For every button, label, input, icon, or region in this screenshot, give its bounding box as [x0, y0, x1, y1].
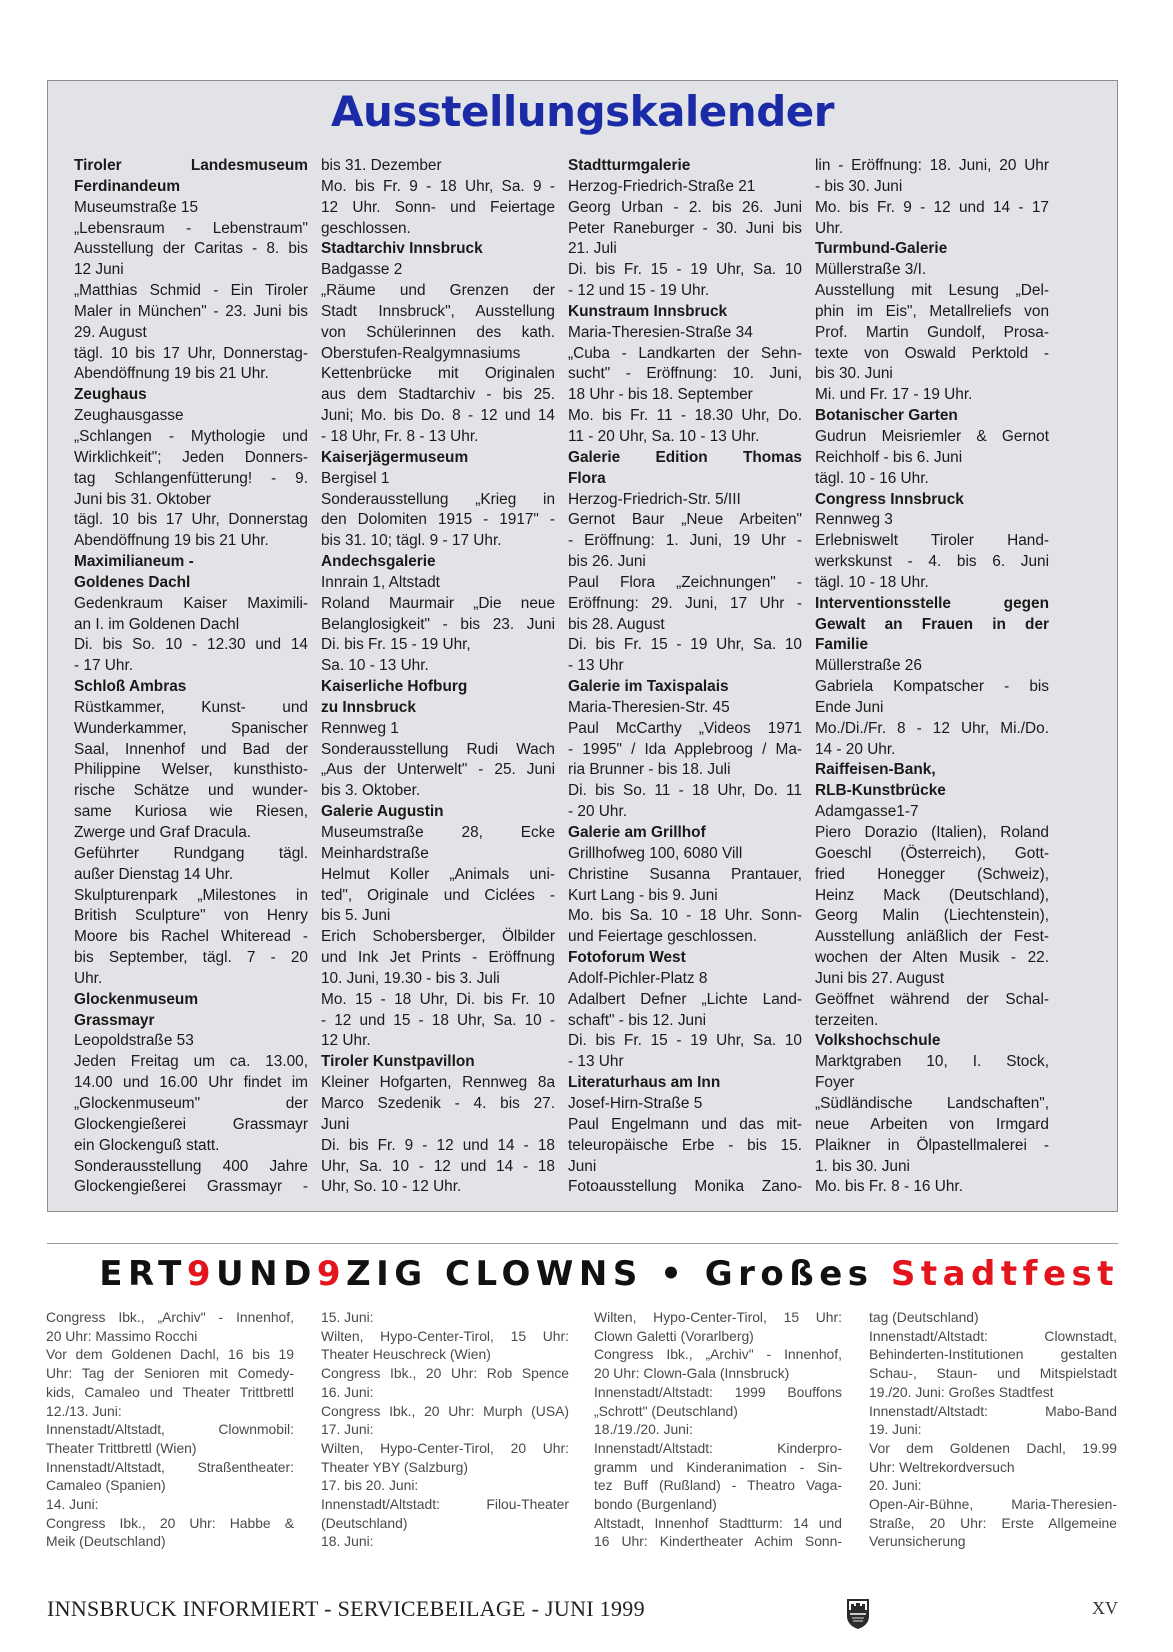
- exhibition-text-line: „Südländische Landschaften",: [815, 1094, 1049, 1112]
- banner-red-nine-1: 9: [186, 1254, 217, 1294]
- program-text-line: Uhr: Weltrekordversuch: [869, 1458, 1015, 1475]
- program-text-line: 20. Juni:: [869, 1477, 922, 1494]
- exhibition-text-line: „Lebensraum - Lebenstraum": [74, 219, 308, 237]
- exhibition-text-line: Juni: [321, 1115, 350, 1133]
- program-text-line: 15. Juni:: [321, 1309, 374, 1325]
- exhibition-text-line: 11 - 20 Uhr, Sa. 10 - 13 Uhr.: [568, 427, 760, 445]
- exhibition-text-line: Innrain 1, Altstadt: [321, 573, 440, 591]
- exhibition-text-line: außer Dienstag 14 Uhr.: [74, 865, 234, 883]
- exhibition-text-line: Peter Raneburger - 30. Juni bis: [568, 219, 802, 237]
- venue-heading: Stadtarchiv Innsbruck: [321, 240, 483, 258]
- exhibition-text-line: 12 Uhr. Sonn- und Feiertage: [321, 198, 555, 216]
- exhibition-text-line: Grillhofweg 100, 6080 Vill: [568, 844, 743, 862]
- venue-heading: Fotoforum West: [568, 949, 686, 967]
- exhibition-text-line: ted", Originale und Ciclées -: [321, 886, 555, 904]
- exhibition-text-line: Abendöffnung 19 bis 21 Uhr.: [74, 532, 269, 550]
- exhibition-text-line: terzeiten.: [815, 1011, 879, 1029]
- banner-part-2: UND: [216, 1254, 317, 1294]
- program-text-line: 17. bis 20. Juni:: [321, 1477, 419, 1494]
- calendar-title: Ausstellungskalender: [331, 87, 834, 136]
- exhibition-text-line: Rennweg 3: [815, 511, 893, 529]
- program-column-2: [321, 1308, 569, 1551]
- exhibition-text-line: schaft" - bis 12. Juni: [568, 1011, 707, 1029]
- program-text-line: Vor dem Goldenen Dachl, 16 bis 19: [46, 1346, 294, 1363]
- program-text-line: Theater Heuschreck (Wien): [321, 1346, 491, 1363]
- venue-heading: Kaiserjägermuseum: [321, 448, 469, 466]
- program-text-line: bondo (Burgenland): [594, 1496, 717, 1513]
- venue-heading: Botanischer Garten: [815, 407, 958, 425]
- banner-text: [99, 1252, 1119, 1296]
- exhibition-text-line: Philippine Welser, kunsthisto-: [74, 761, 308, 779]
- exhibition-text-line: Kurt Lang - bis 9. Juni: [568, 886, 718, 904]
- exhibition-text-line: - 12 und 15 - 19 Uhr.: [568, 282, 710, 300]
- program-text-line: gramm und Kinderanimation - Sin-: [594, 1458, 842, 1475]
- program-text-line: Wilten, Hypo-Center-Tirol, 20 Uhr:: [321, 1439, 569, 1456]
- exhibition-text-line: Ausstellung der Caritas - 8. bis: [74, 240, 308, 258]
- exhibition-text-line: Maria-Theresien-Str. 45: [568, 698, 730, 716]
- banner-bullet: •: [660, 1254, 688, 1294]
- calendar-column-4: [815, 156, 1049, 1198]
- venue-heading: Ferdinandeum: [74, 177, 181, 195]
- exhibition-text-line: Gernot Baur „Neue Arbeiten": [568, 511, 802, 529]
- exhibition-text-line: Uhr.: [74, 969, 103, 987]
- venue-heading: Galerie Augustin: [321, 803, 444, 821]
- exhibition-text-line: 14 - 20 Uhr.: [815, 740, 896, 758]
- exhibition-text-line: Josef-Hirn-Straße 5: [568, 1094, 703, 1112]
- venue-heading: Tiroler Kunstpavillon: [321, 1053, 475, 1071]
- program-text-line: 17. Juni:: [321, 1421, 374, 1438]
- exhibition-text-line: Sonderausstellung „Krieg in: [321, 490, 555, 508]
- exhibition-text-line: Herzog-Friedrich-Str. 5/III: [568, 490, 741, 508]
- program-column-4: [869, 1308, 1117, 1551]
- exhibition-text-line: British Sculpture" von Henry: [74, 907, 308, 925]
- exhibition-text-line: Ende Juni: [815, 698, 884, 716]
- exhibition-text-line: Mi. und Fr. 17 - 19 Uhr.: [815, 386, 973, 404]
- exhibition-text-line: same Kuriosa wie Riesen,: [74, 803, 308, 821]
- exhibition-text-line: fried Honegger (Schweiz),: [815, 865, 1049, 883]
- venue-heading: Glockenmuseum: [74, 990, 199, 1008]
- program-text-line: Congress Ibk., 20 Uhr: Murph (USA): [321, 1402, 569, 1419]
- program-text-line: Congress Ibk., 20 Uhr: Habbe &: [46, 1514, 294, 1531]
- exhibition-text-line: „Glockenmuseum" der: [74, 1094, 308, 1112]
- exhibition-text-line: Wunderkammer, Spanischer: [74, 719, 308, 737]
- program-text-line: 18./19./20. Juni:: [594, 1421, 693, 1438]
- exhibition-text-line: ein Glockenguß statt.: [74, 1136, 220, 1154]
- exhibition-text-line: bis 31. 10; tägl. 9 - 17 Uhr.: [321, 532, 502, 550]
- venue-heading: Galerie Edition Thomas: [568, 448, 802, 466]
- program-text-line: 12./13. Juni:: [46, 1402, 122, 1419]
- venue-heading: Kaiserliche Hofburg: [321, 678, 468, 696]
- exhibition-text-line: und Ink Jet Prints - Eröffnung: [321, 949, 555, 967]
- exhibition-text-line: bis 5. Juni: [321, 907, 391, 925]
- exhibition-text-line: bis 26. Juni: [568, 553, 646, 571]
- exhibition-text-line: Museumstraße 15: [74, 198, 199, 216]
- exhibition-text-line: „Aus der Unterwelt" - 25. Juni: [321, 761, 555, 779]
- exhibition-text-line: Georg Malin (Liechtenstein),: [815, 907, 1049, 925]
- exhibition-text-line: Gedenkraum Kaiser Maximili-: [74, 594, 308, 612]
- exhibition-text-line: bis 3. Oktober.: [321, 782, 421, 800]
- program-text-line: 19. Juni:: [869, 1421, 922, 1438]
- exhibition-text-line: und Feiertage geschlossen.: [568, 928, 758, 946]
- program-text-line: Uhr: Tag der Senioren mit Comedy-: [46, 1365, 294, 1382]
- exhibition-text-line: Juni bis 31. Oktober: [74, 490, 211, 508]
- exhibition-text-line: Glockengießerei Grassmayr: [74, 1115, 308, 1133]
- venue-heading: Galerie am Grillhof: [568, 824, 706, 841]
- exhibition-text-line: ria Brunner - bis 18. Juli: [568, 761, 731, 779]
- venue-heading: Congress Innsbruck: [815, 490, 964, 508]
- program-text-line: Theater YBY (Salzburg): [321, 1458, 468, 1475]
- program-text-line: Congress Ibk., „Archiv" - Innenhof,: [594, 1346, 842, 1363]
- program-text-line: 19./20. Juni: Großes Stadtfest: [869, 1383, 1054, 1400]
- venue-heading: Stadtturmgalerie: [568, 157, 691, 174]
- program-text-line: Innenstadt/Altstadt: Mabo-Band: [869, 1402, 1117, 1419]
- exhibition-text-line: Jeden Freitag um ca. 13.00,: [74, 1053, 308, 1071]
- venue-heading: zu Innsbruck: [321, 698, 416, 716]
- venue-heading: Andechsgalerie: [321, 553, 436, 571]
- exhibition-text-line: „Cuba - Landkarten der Sehn-: [568, 344, 802, 362]
- section-divider: [47, 1243, 1118, 1244]
- exhibition-text-line: Georg Urban - 2. bis 26. Juni: [568, 198, 802, 216]
- exhibition-text-line: Prof. Martin Gundolf, Prosa-: [815, 323, 1049, 341]
- exhibition-text-line: Maler in München" - 23. Juni bis: [74, 302, 308, 320]
- exhibition-text-line: Di. bis Fr. 15 - 19 Uhr, Sa. 10: [568, 1032, 802, 1050]
- exhibition-text-line: Zwerge und Graf Dracula.: [74, 824, 252, 841]
- exhibition-text-line: Abendöffnung 19 bis 21 Uhr.: [74, 365, 269, 383]
- program-text-line: 14. Juni:: [46, 1496, 99, 1513]
- program-text-line: Innenstadt/Altstadt: Clownstadt,: [869, 1327, 1117, 1344]
- exhibition-text-line: geschlossen.: [321, 219, 411, 237]
- exhibition-text-line: Paul Flora „Zeichnungen" -: [568, 573, 802, 591]
- exhibition-text-line: Moore bis Rachel Whiteread -: [74, 928, 308, 946]
- exhibition-text-line: Uhr.: [815, 219, 844, 237]
- venue-heading: Familie: [815, 636, 869, 654]
- exhibition-text-line: Zeughausgasse: [74, 407, 184, 425]
- program-text-line: Altstadt, Innenhof Stadtturm: 14 und: [594, 1514, 842, 1531]
- exhibition-text-line: Paul McCarthy „Videos 1971: [568, 719, 802, 737]
- exhibition-text-line: Adalbert Defner „Lichte Land-: [568, 990, 802, 1008]
- exhibition-text-line: Di. bis So. 10 - 12.30 und 14: [74, 636, 308, 654]
- venue-heading: Gewalt an Frauen in der: [815, 615, 1049, 633]
- exhibition-text-line: - 17 Uhr.: [74, 657, 134, 675]
- venue-heading: Interventionsstelle gegen: [815, 594, 1049, 612]
- exhibition-text-line: den Dolomiten 1915 - 1917" -: [321, 511, 555, 529]
- exhibition-text-line: Di. bis Fr. 9 - 12 und 14 - 18: [321, 1136, 555, 1154]
- exhibition-text-line: phin im Eis", Metallreliefs von: [815, 302, 1049, 320]
- exhibition-text-line: Erlebniswelt Tiroler Hand-: [815, 532, 1049, 550]
- exhibition-text-line: 18 Uhr - bis 18. September: [568, 386, 753, 404]
- exhibition-text-line: Adamgasse1-7: [815, 803, 919, 821]
- program-text-line: Verunsicherung: [869, 1533, 966, 1550]
- exhibition-text-line: bis September, tägl. 7 - 20: [74, 949, 308, 967]
- exhibition-text-line: wochen der Alten Musik - 22.: [815, 949, 1049, 967]
- banner-part-1: ERT: [99, 1254, 187, 1294]
- exhibition-text-line: 12 Juni: [74, 261, 124, 279]
- exhibition-text-line: tägl. 10 bis 17 Uhr, Donnerstag: [74, 511, 308, 529]
- venue-heading: Goldenes Dachl: [74, 573, 191, 591]
- exhibition-text-line: 21. Juli: [568, 240, 617, 258]
- exhibition-text-line: an I. im Goldenen Dachl: [74, 615, 240, 633]
- exhibition-text-line: Mo. 15 - 18 Uhr, Di. bis Fr. 10: [321, 990, 555, 1008]
- calendar-column-3: [568, 156, 802, 1198]
- exhibition-text-line: 12 Uhr.: [321, 1032, 371, 1050]
- exhibition-text-line: Museumstraße 28, Ecke: [321, 824, 555, 841]
- exhibition-text-line: - bis 30. Juni: [815, 177, 903, 195]
- program-text-line: tag (Deutschland): [869, 1309, 979, 1325]
- venue-heading: Literaturhaus am Inn: [568, 1074, 721, 1092]
- exhibition-text-line: texte von Oswald Perktold -: [815, 344, 1049, 362]
- exhibition-text-line: 14.00 und 16.00 Uhr findet im: [74, 1074, 308, 1092]
- venue-heading: Schloß Ambras: [74, 678, 187, 696]
- exhibition-text-line: Juni bis 27. August: [815, 969, 945, 987]
- banner-red-nine-2: 9: [316, 1254, 346, 1294]
- exhibition-text-line: - 13 Uhr: [568, 1053, 624, 1071]
- exhibition-text-line: Paul Engelmann und das mit-: [568, 1115, 802, 1133]
- exhibition-text-line: Saal, Innenhof und Bad der: [74, 740, 308, 758]
- exhibition-text-line: Glockengießerei Grassmayr -: [74, 1178, 308, 1196]
- program-text-line: Meik (Deutschland): [46, 1533, 166, 1550]
- exhibition-text-line: Helmut Koller „Animals uni-: [321, 865, 555, 883]
- exhibition-text-line: Adolf-Pichler-Platz 8: [568, 969, 708, 987]
- exhibition-text-line: Ausstellung mit Lesung „Del-: [815, 282, 1049, 300]
- exhibition-text-line: Di. bis Fr. 15 - 19 Uhr, Sa. 10: [568, 636, 802, 654]
- exhibition-text-line: Meinhardstraße: [321, 844, 429, 862]
- program-text-line: 20 Uhr: Massimo Rocchi: [46, 1327, 198, 1344]
- calendar-column-1: [74, 156, 308, 1198]
- exhibition-text-line: Marco Szedenik - 4. bis 27.: [321, 1094, 555, 1112]
- exhibition-text-line: Fotoausstellung Monika Zano-: [568, 1178, 802, 1196]
- exhibition-text-line: Oberstufen-Realgymnasiums: [321, 344, 521, 362]
- page-number: XV: [1092, 1598, 1118, 1618]
- exhibition-text-line: Sa. 10 - 13 Uhr.: [321, 657, 429, 675]
- exhibition-text-line: Bergisel 1: [321, 469, 390, 487]
- exhibition-text-line: Reichholf - bis 6. Juni: [815, 448, 963, 466]
- clowns-festival-banner: [0, 1252, 1173, 1296]
- exhibition-text-line: tag Schlangenfütterung! - 9.: [74, 469, 308, 487]
- exhibition-text-line: Di. bis Fr. 15 - 19 Uhr,: [321, 636, 471, 654]
- exhibition-text-line: Mo. bis Fr. 9 - 12 und 14 - 17: [815, 198, 1049, 216]
- program-text-line: „Schrott" (Deutschland): [594, 1402, 738, 1419]
- exhibition-text-line: Mo. bis Fr. 9 - 18 Uhr, Sa. 9 -: [321, 177, 555, 195]
- exhibition-text-line: tägl. 10 bis 17 Uhr, Donnerstag-: [74, 344, 308, 362]
- venue-heading: Turmbund-Galerie: [815, 240, 948, 258]
- program-text-line: Vor dem Goldenen Dachl, 19.99: [869, 1439, 1117, 1456]
- program-text-line: Innenstadt/Altstadt, Clownmobil:: [46, 1421, 294, 1438]
- exhibition-text-line: 10. Juni, 19.30 - bis 3. Juli: [321, 969, 500, 987]
- program-text-line: Wilten, Hypo-Center-Tirol, 15 Uhr:: [594, 1309, 842, 1325]
- program-text-line: 16 Uhr: Kindertheater Achim Sonn-: [594, 1533, 842, 1550]
- exhibition-text-line: tägl. 10 - 18 Uhr.: [815, 573, 929, 591]
- exhibition-text-line: Mo. bis Sa. 10 - 18 Uhr. Sonn-: [568, 907, 802, 925]
- exhibition-text-line: 1. bis 30. Juni: [815, 1157, 910, 1175]
- exhibition-text-line: tägl. 10 - 16 Uhr.: [815, 469, 929, 487]
- venue-heading: Volkshochschule: [815, 1032, 941, 1050]
- exhibition-text-line: - 13 Uhr: [568, 657, 624, 675]
- venue-heading: Flora: [568, 469, 606, 487]
- exhibition-text-line: Sonderausstellung Rudi Wach: [321, 740, 555, 758]
- exhibition-text-line: Juni: [568, 1157, 597, 1175]
- exhibition-text-line: werkskunst - 4. bis 6. Juni: [815, 553, 1049, 571]
- program-text-line: kids, Camaleo und Theater Trittbrettl: [46, 1383, 294, 1400]
- exhibition-text-line: Gudrun Meisriemler & Gernot: [815, 427, 1049, 445]
- exhibition-text-line: Leopoldstraße 53: [74, 1032, 194, 1050]
- exhibition-text-line: Maria-Theresien-Straße 34: [568, 323, 753, 341]
- exhibition-text-line: - 20 Uhr.: [568, 803, 628, 821]
- exhibition-text-line: Müllerstraße 3/I.: [815, 261, 927, 279]
- program-text-line: Innenstadt/Altstadt: Kinderpro-: [594, 1439, 842, 1456]
- exhibition-text-line: Müllerstraße 26: [815, 657, 922, 675]
- venue-heading: Maximilianeum -: [74, 553, 194, 571]
- exhibition-text-line: Di. bis Fr. 15 - 19 Uhr, Sa. 10: [568, 261, 802, 279]
- exhibition-text-line: Kettenbrücke mit Originalen: [321, 365, 555, 383]
- exhibition-text-line: bis 30. Juni: [815, 365, 893, 383]
- program-text-line: tez Buff (Rußland) - Theatro Vaga-: [594, 1477, 842, 1494]
- exhibition-text-line: Marktgraben 10, I. Stock,: [815, 1053, 1049, 1071]
- exhibition-text-line: 29. August: [74, 323, 147, 341]
- exhibition-text-line: „Räume und Grenzen der: [321, 282, 555, 300]
- exhibition-text-line: Geführter Rundgang tägl.: [74, 844, 308, 862]
- exhibition-text-line: neue Arbeiten von Irmgard: [815, 1115, 1049, 1133]
- city-crest-icon: [845, 1596, 871, 1630]
- banner-part-3: ZIG CLOWNS: [346, 1254, 643, 1294]
- banner-part-4: Großes: [704, 1254, 874, 1294]
- exhibition-text-line: „Matthias Schmid - Ein Tiroler: [74, 282, 308, 300]
- exhibition-text-line: Kleiner Hofgarten, Rennweg 8a: [321, 1074, 555, 1092]
- exhibition-text-line: Herzog-Friedrich-Straße 21: [568, 177, 756, 195]
- program-text-line: Theater Trittbrettl (Wien): [46, 1439, 197, 1456]
- exhibition-text-line: Mo. bis Fr. 8 - 16 Uhr.: [815, 1178, 963, 1196]
- venue-heading: Kunstraum Innsbruck: [568, 302, 728, 320]
- exhibition-text-line: Skulpturenpark „Milestones in: [74, 886, 308, 904]
- exhibition-text-line: Piero Dorazio (Italien), Roland: [815, 824, 1049, 841]
- exhibition-text-line: Ausstellung anläßlich der Fest-: [815, 928, 1049, 946]
- venue-heading: Zeughaus: [74, 386, 147, 404]
- program-text-line: Innenstadt/Altstadt: 1999 Bouffons: [594, 1383, 842, 1400]
- exhibition-text-line: Roland Maurmair „Die neue: [321, 594, 555, 612]
- footer-publication: INNSBRUCK INFORMIERT - SERVICEBEILAGE - JUNI 1999: [47, 1596, 645, 1621]
- program-text-line: Clown Galetti (Vorarlberg): [594, 1327, 754, 1344]
- program-text-line: 16. Juni:: [321, 1383, 374, 1400]
- program-text-line: 20 Uhr: Clown-Gala (Innsbruck): [594, 1365, 790, 1382]
- program-text-line: Open-Air-Bühne, Maria-Theresien-: [869, 1496, 1117, 1513]
- program-text-line: Congress Ibk., 20 Uhr: Rob Spence: [321, 1365, 569, 1382]
- exhibition-text-line: - 12 und 15 - 18 Uhr, Sa. 10 -: [321, 1011, 555, 1029]
- venue-heading: RLB-Kunstbrücke: [815, 782, 946, 800]
- exhibition-text-line: Wirklichkeit"; Jeden Donners-: [74, 448, 308, 466]
- venue-heading: Raiffeisen-Bank,: [815, 761, 936, 779]
- exhibition-text-line: Belanglosigkeit" - bis 23. Juni: [321, 615, 555, 633]
- exhibition-text-line: Christine Susanna Prantauer,: [568, 865, 802, 883]
- program-text-line: 18. Juni:: [321, 1533, 374, 1550]
- exhibition-text-line: lin - Eröffnung: 18. Juni, 20 Uhr: [815, 157, 1049, 174]
- exhibition-text-line: Foyer: [815, 1074, 855, 1092]
- exhibition-text-line: Plaikner in Ölpastellmalerei -: [815, 1136, 1049, 1154]
- exhibition-text-line: teleuropäische Erbe - bis 15.: [568, 1136, 802, 1154]
- exhibition-calendar-box: [47, 80, 1118, 1212]
- calendar-column-2: [321, 156, 555, 1198]
- program-column-3: [594, 1308, 842, 1551]
- program-text-line: Congress Ibk., „Archiv" - Innenhof,: [46, 1309, 294, 1325]
- program-text-line: Wilten, Hypo-Center-Tirol, 15 Uhr:: [321, 1327, 569, 1344]
- venue-heading: Grassmayr: [74, 1011, 155, 1029]
- program-text-line: Straße, 20 Uhr: Erste Allgemeine: [869, 1514, 1117, 1531]
- exhibition-text-line: Geöffnet während der Schal-: [815, 990, 1049, 1008]
- exhibition-text-line: Mo. bis Fr. 11 - 18.30 Uhr, Do.: [568, 407, 802, 425]
- program-text-line: Innenstadt/Altstadt, Straßentheater:: [46, 1458, 294, 1475]
- banner-stadtfest: Stadtfest: [890, 1254, 1119, 1294]
- exhibition-text-line: Rennweg 1: [321, 719, 399, 737]
- exhibition-text-line: Gabriela Kompatscher - bis: [815, 678, 1049, 696]
- exhibition-text-line: Rüstkammer, Kunst- und: [74, 698, 308, 716]
- exhibition-text-line: Eröffnung: 29. Juni, 17 Uhr -: [568, 594, 802, 612]
- exhibition-text-line: Uhr, Sa. 10 - 12 und 14 - 18: [321, 1157, 555, 1175]
- exhibition-text-line: rische Schätze und wunder-: [74, 782, 308, 800]
- program-text-line: (Deutschland): [321, 1514, 408, 1531]
- exhibition-text-line: Sonderausstellung 400 Jahre: [74, 1157, 308, 1175]
- exhibition-text-line: Uhr, So. 10 - 12 Uhr.: [321, 1178, 462, 1196]
- exhibition-text-line: Badgasse 2: [321, 261, 403, 279]
- program-column-1: [46, 1308, 294, 1551]
- exhibition-text-line: bis 31. Dezember: [321, 157, 442, 174]
- exhibition-text-line: Di. bis So. 11 - 18 Uhr, Do. 11: [568, 782, 802, 800]
- venue-heading: Tiroler Landesmuseum: [74, 157, 308, 174]
- exhibition-text-line: - 1995" / Ida Applebroog / Ma-: [568, 740, 802, 758]
- program-text-line: Innenstadt/Altstadt: Filou-Theater: [321, 1496, 569, 1513]
- program-text-line: Camaleo (Spanien): [46, 1477, 166, 1494]
- exhibition-text-line: bis 28. August: [568, 615, 665, 633]
- venue-heading: Galerie im Taxispalais: [568, 678, 729, 696]
- program-text-line: Behinderten-Institutionen gestalten: [869, 1346, 1117, 1363]
- exhibition-text-line: Mo./Di./Fr. 8 - 12 Uhr, Mi./Do.: [815, 719, 1049, 737]
- exhibition-text-line: Heinz Mack (Deutschland),: [815, 886, 1049, 904]
- exhibition-text-line: Juni; Mo. bis Do. 8 - 12 und 14: [321, 407, 555, 425]
- exhibition-text-line: - 18 Uhr, Fr. 8 - 13 Uhr.: [321, 427, 479, 445]
- program-text-line: Schau-, Staun- und Mitspielstadt: [869, 1365, 1117, 1382]
- exhibition-text-line: aus dem Stadtarchiv - bis 25.: [321, 386, 555, 404]
- exhibition-text-line: - Eröffnung: 1. Juni, 19 Uhr -: [568, 532, 802, 550]
- exhibition-text-line: Erich Schobersberger, Ölbilder: [321, 928, 555, 946]
- exhibition-text-line: sucht" - Eröffnung: 10. Juni,: [568, 365, 802, 383]
- exhibition-text-line: „Schlangen - Mythologie und: [74, 427, 308, 445]
- exhibition-text-line: von Schülerinnen des kath.: [321, 323, 555, 341]
- exhibition-text-line: Goeschl (Österreich), Gott-: [815, 844, 1049, 862]
- exhibition-text-line: Stadt Innsbruck", Ausstellung: [321, 302, 555, 320]
